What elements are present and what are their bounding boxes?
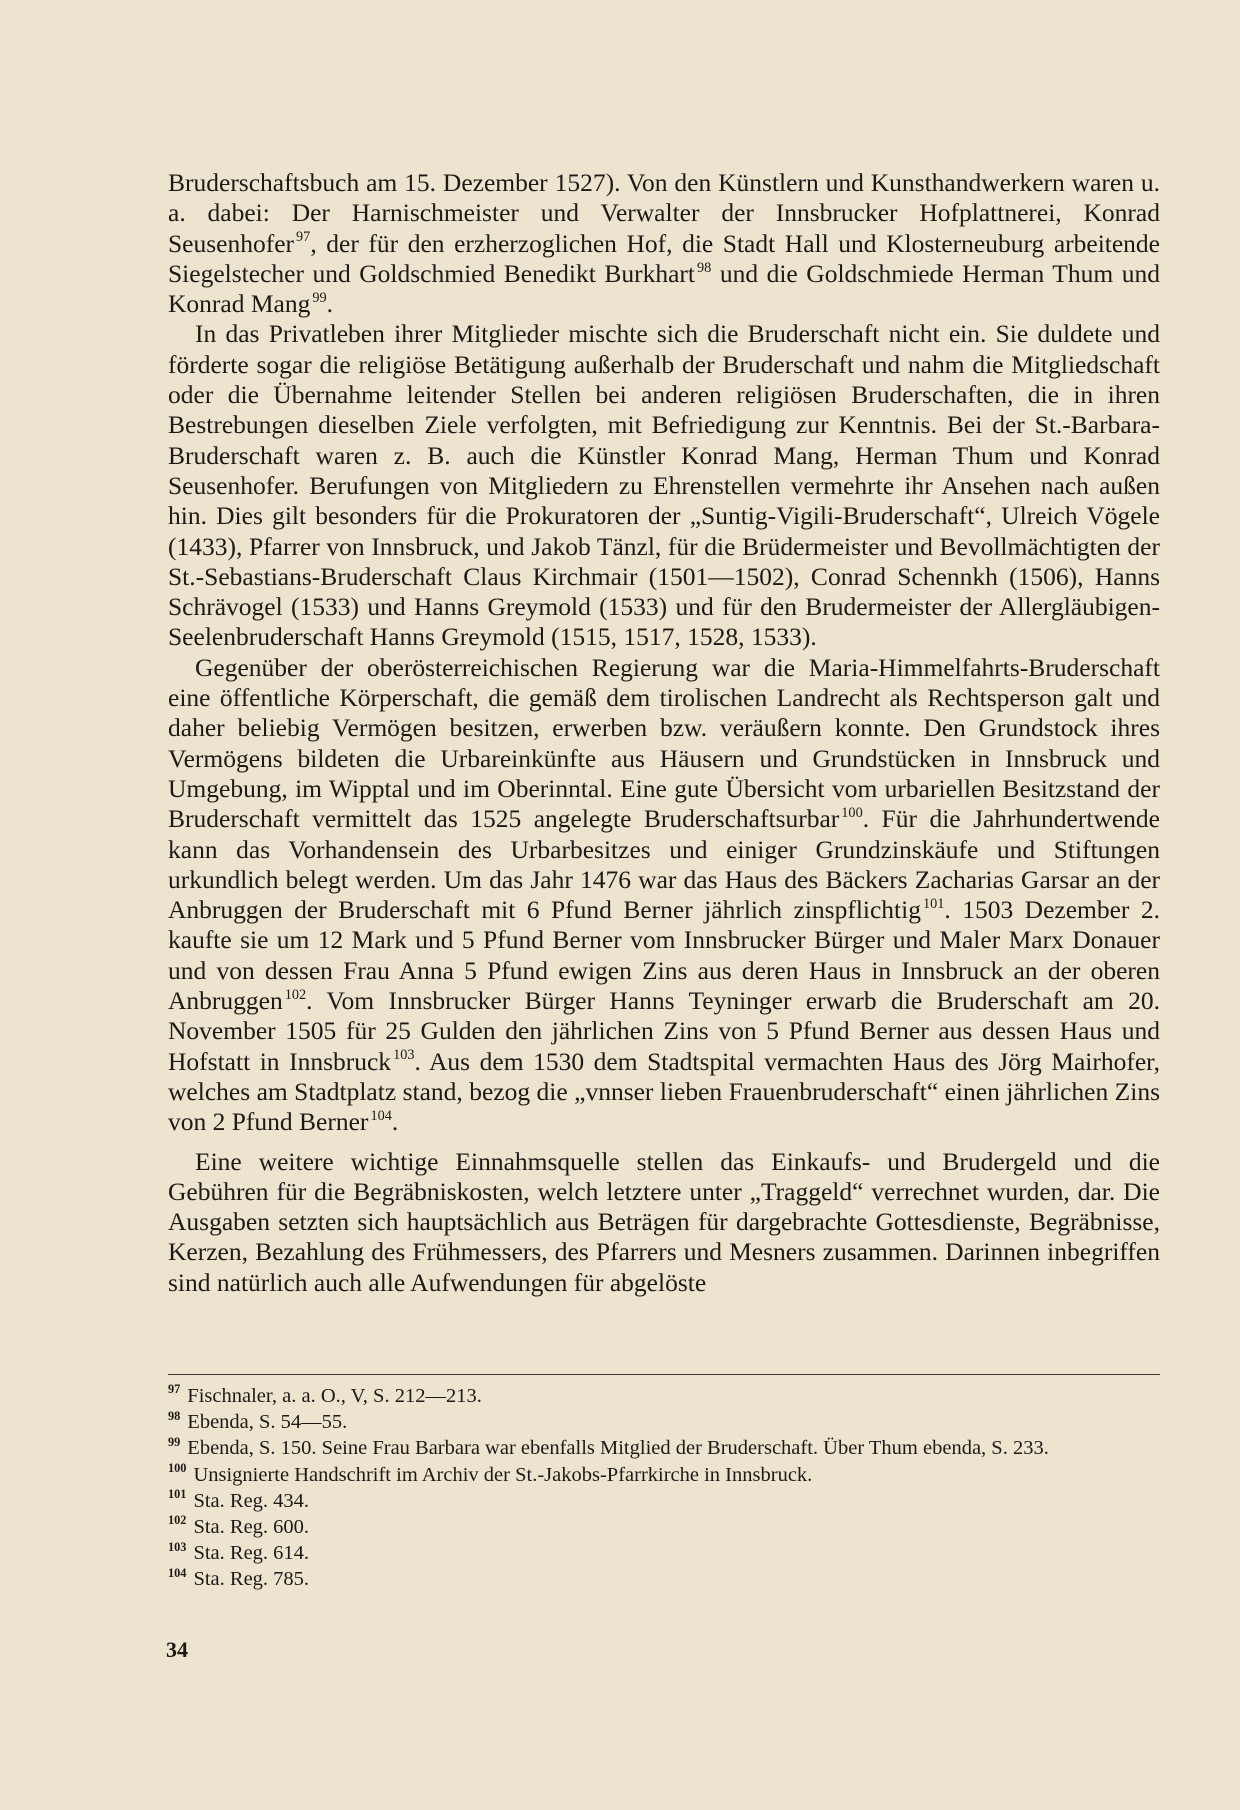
footnote-101: 101 Sta. Reg. 434. xyxy=(168,1487,310,1512)
footnote-text: Sta. Reg. 614. xyxy=(193,1542,310,1565)
footnote-text: Sta. Reg. 600. xyxy=(193,1516,310,1539)
footnote-99: 99 Ebenda, S. 150. Seine Frau Barbara war ebenfalls Mitglied der Bruderschaft. Über Thum ebenda, S. 233. xyxy=(168,1434,1049,1460)
paragraph-1-text-c: und die Goldschmiede Herman Thum und Konrad Mang xyxy=(168,258,1160,319)
footnote-divider xyxy=(168,1374,1160,1375)
paragraph-3-text-e: . Aus dem 1530 dem Stadtspital vermachten Haus des Jörg Mairhofer, welches am Stadtplatz stand, bezog die „vnnser lieben Frauenbruderschaft“ einen jährlichen Zins von 2 Pfund Berner xyxy=(168,1046,1160,1137)
paragraph-3-text-d: . Vom Innsbrucker Bürger Hanns Teyninger erwarb die Bruderschaft am 20. November 1505 für 25 Gulden den jährlichen Zins von 5 Pfund Berner aus dessen Haus und Hofstatt in Innsbruck xyxy=(168,986,1160,1076)
paragraph-1-text: Bruderschaftsbuch am 15. Dezember 1527). Von den Künstlern und Kunsthandwerkern waren u. a. dabei: Der Harnischmeister und Verwalter der Innsbrucker Hofplattnerei, Konrad Seusenhofer xyxy=(168,168,1160,258)
footnote-100: 100 Unsignierte Handschrift im Archiv der St.-Jakobs-Pfarrkirche in Innsbruck. xyxy=(168,1461,813,1486)
paragraph-3-text-c: . 1503 Dezember 2. kaufte sie um 12 Mark und 5 Pfund Berner vom Innsbrucker Bürger und Maler Marx Donauer und von dessen Frau Anna 5 Pfund ewigen Zins aus deren Haus in Innsbruck an der oberen Anbruggen xyxy=(168,895,1160,1016)
paragraph-3 xyxy=(168,653,1160,1138)
footnote-text: Fischnaler, a. a. O., V, S. 212—213. xyxy=(187,1385,482,1407)
footnote-ref-99: 99 xyxy=(312,289,327,306)
footnote-ref-98: 98 xyxy=(697,259,712,276)
footnote-98: 98 Ebenda, S. 54—55. xyxy=(168,1408,348,1434)
paragraph-3-text-f: . xyxy=(391,1107,399,1137)
footnote-102: 102 Sta. Reg. 600. xyxy=(168,1513,310,1539)
footnote-ref-102: 102 xyxy=(284,986,307,1003)
footnote-ref-101: 101 xyxy=(922,895,945,912)
main-text xyxy=(168,168,1160,1298)
footnote-ref-100: 100 xyxy=(841,804,863,821)
paragraph-3-text-b: . Für die Jahrhundertwende kann das Vorhandensein des Urbarbesitzes und einiger Grundzinskäufe und Stiftungen urkundlich belegt werden. Um das Jahr 1476 war das Haus des Bäckers Zacharias Garsar an der Anbruggen der Bruderschaft mit 6 Pfund Berner jährlich zinspflichtig xyxy=(168,804,1160,925)
footnote-103: 103 Sta. Reg. 614. xyxy=(168,1539,310,1565)
footnote-104: 104 Sta. Reg. 785. xyxy=(168,1565,310,1591)
paragraph-4: Eine weitere wichtige Einnahmsquelle stellen das Einkaufs- und Brudergeld und die Gebühren für die Begräbniskosten, welch letztere unter „Traggeld“ verrechnet wurden, dar. Die Ausgaben setzten sich hauptsächlich aus Beträgen für dargebrachte Gottesdienste, Begräbnisse, Kerzen, Bezahlung des Frühmessers, des Pfarrers und Mesners zusammen. Darinnen inbegriffen sind natürlich auch alle Aufwendungen für abgelöste xyxy=(168,1146,1160,1297)
paragraph-1-text-b: , der für den erzherzoglichen Hof, die Stadt Hall und Klosterneuburg arbeitende Siegelstecher und Goldschmied Benedikt Burkhart xyxy=(168,228,1160,288)
footnote-text: Unsignierte Handschrift im Archiv der St.-Jakobs-Pfarrkirche in Innsbruck. xyxy=(193,1463,813,1486)
footnote-ref-103: 103 xyxy=(393,1047,415,1064)
footnote-text: Ebenda, S. 54—55. xyxy=(187,1411,348,1434)
page-number: 34 xyxy=(166,1637,188,1662)
paragraph-3-text: Gegenüber der oberösterreichischen Regierung war die Maria-Himmelfahrts-Bruderschaft eine öffentliche Körperschaft, die gemäß dem tirolischen Landrecht als Rechtsperson galt und daher beliebig Vermögen besitzen, erwerben bzw. veräußern konnte. Den Grundstock ihres Vermögens bildeten die Urbareinkünfte aus Häusern und Grundstücken in Innsbruck und Umgebung, im Wipptal und im Oberinntal. Eine gute Übersicht vom urbariellen Besitzstand der Bruderschaft vermittelt das 1525 angelegte Bruderschaftsurbar xyxy=(168,652,1160,834)
paragraph-1-text-d: . xyxy=(326,289,333,319)
footnote-text: Ebenda, S. 150. Seine Frau Barbara war ebenfalls Mitglied der Bruderschaft. Über Thum ebenda, S. 233. xyxy=(187,1437,1049,1460)
footnote-text: Sta. Reg. 785. xyxy=(193,1568,310,1591)
footnotes xyxy=(168,1383,1160,1593)
footnote-text: Sta. Reg. 434. xyxy=(193,1489,310,1512)
footnote-97: 97 Fischnaler, a. a. O., V, S. 212—213. xyxy=(168,1382,482,1407)
footnote-ref-97: 97 xyxy=(296,229,311,246)
paragraph-1 xyxy=(168,168,1160,319)
footnote-ref-104: 104 xyxy=(370,1107,392,1124)
paragraph-2: In das Privatleben ihrer Mitglieder mischte sich die Bruderschaft nicht ein. Sie duldete und förderte sogar die religiöse Betätigung außerhalb der Bruderschaft und nahm die Mitgliedschaft oder die Übernahme leitender Stellen bei anderen religiösen Bruderschaften, die in ihren Bestrebungen dieselben Ziele verfolgten, mit Befriedigung zur Kenntnis. Bei der St.-Barbara-Bruderschaft waren z. B. auch die Künstler Konrad Mang, Herman Thum und Konrad Seusenhofer. Berufungen von Mitgliedern zu Ehrenstellen vermehrte ihr Ansehen nach außen hin. Dies gilt besonders für die Prokuratoren der „Suntig-Vigili-Bruderschaft“, Ulreich Vögele (1433), Pfarrer von Innsbruck, und Jakob Tänzl, für die Brüdermeister und Bevollmächtigten der St.-Sebastians-Bruderschaft Claus Kirchmair (1501—1502), Conrad Schennkh (1506), Hanns Schrävogel (1533) und Hanns Greymold (1533) und für den Brudermeister der Allergläubigen-Seelenbruderschaft Hanns Greymold (1515, 1517, 1528, 1533). xyxy=(168,319,1160,652)
